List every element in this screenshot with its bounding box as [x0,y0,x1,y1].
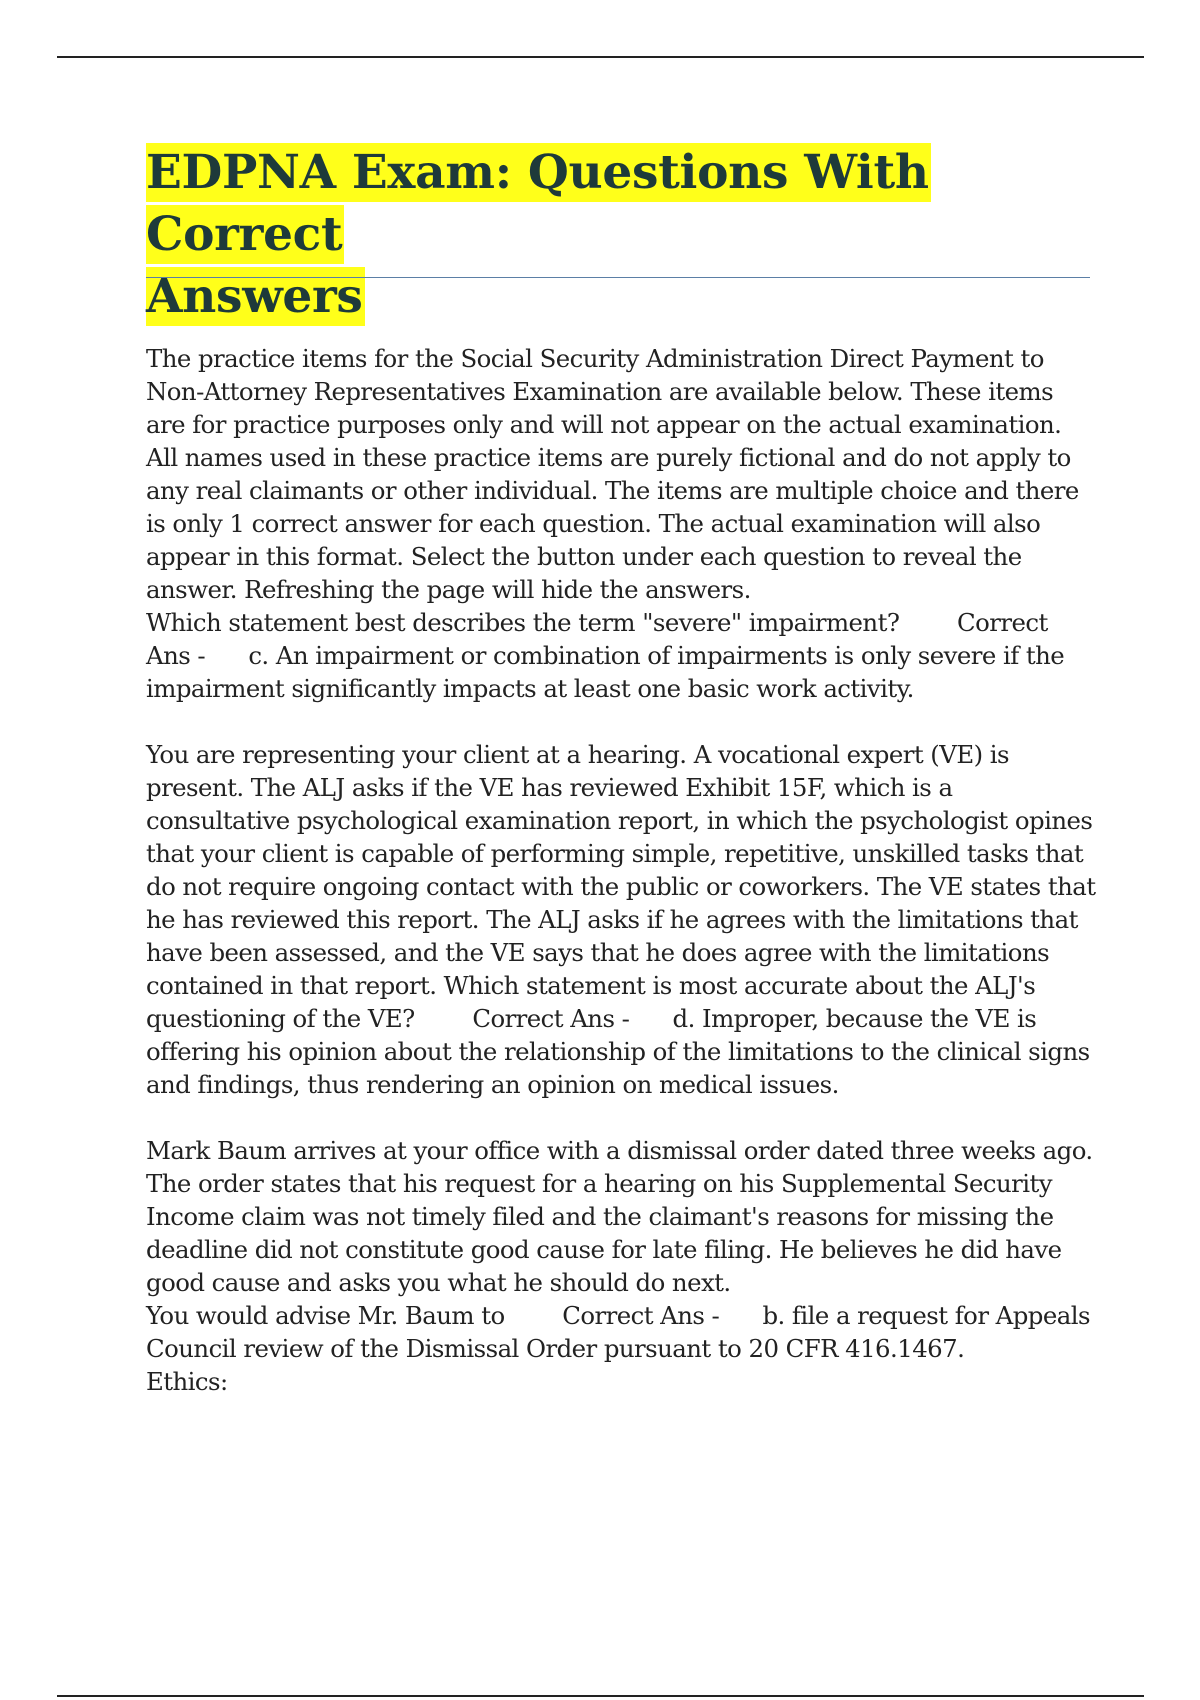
answer-text: c. An impairment or combination of impairments is only severe if the impairment significantly impacts at least one basic work activity. [146,641,1065,703]
title-line-1: EDPNA Exam: Questions With Correct [146,145,929,262]
qa-item-2 [146,738,1096,1101]
intro-paragraph: The practice items for the Social Security Administration Direct Payment to Non-Attorney Representatives Examination are available below. These items are for practice purposes only and will not appear on the actual examination. All names used in these practice items are purely fictional and do not apply to any real claimants or other individual. The items are multiple choice and there is only 1 correct answer for each question. The actual examination will also appear in this format. Select the button under each question to reveal the answer. Refreshing the page will hide the answers. [146,344,1079,604]
answer-text: b. file a request for Appeals Council review of the Dismissal Order pursuant to 20 CFR 416.1467. [146,1301,1090,1363]
qa-item-3-intro: Mark Baum arrives at your office with a dismissal order dated three weeks ago. The order states that his request for a hearing on his Supplemental Security Income claim was not timely filed and the claimant's reasons for missing the deadline did not constitute good cause for late filing. He believes he did have good cause and asks you what he should do next. [146,1136,1093,1297]
document-title [146,142,1090,328]
answer-label: Correct Ans - [472,1004,630,1033]
qa-item-3 [146,1299,1096,1365]
page-top-rule [57,56,1144,58]
answer-text: d. Improper, because the VE is offering his opinion about the relationship of the limitations to the clinical signs and findings, thus rendering an opinion on medical issues. [146,1004,1090,1099]
page-bottom-rule [57,1695,1144,1697]
title-block [146,142,1090,328]
answer-label: Correct Ans - [562,1301,720,1330]
question-text: You are representing your client at a hearing. A vocational expert (VE) is present. The ALJ asks if the VE has reviewed Exhibit 15F, which is a consultative psychological examination report, in which the psychologist opines that your client is capable of performing simple, repetitive, unskilled tasks that do not require ongoing contact with the public or coworkers. The VE states that he has reviewed this report. The ALJ asks if he agrees with the limitations that have been assessed, and the VE says that he does agree with the limitations contained in that report. Which statement is most accurate about the ALJ's questioning of the VE? [146,740,1096,1033]
document-body [146,342,1096,1398]
title-underline [146,277,1090,278]
title-line-2: Answers [146,269,363,324]
trailing-heading: Ethics: [146,1367,228,1396]
qa-item-1 [146,606,1096,705]
question-text: Which statement best describes the term "severe" impairment? [146,608,900,637]
question-text: You would advise Mr. Baum to [146,1301,505,1330]
answer-label: Correct Ans - [146,608,1048,670]
